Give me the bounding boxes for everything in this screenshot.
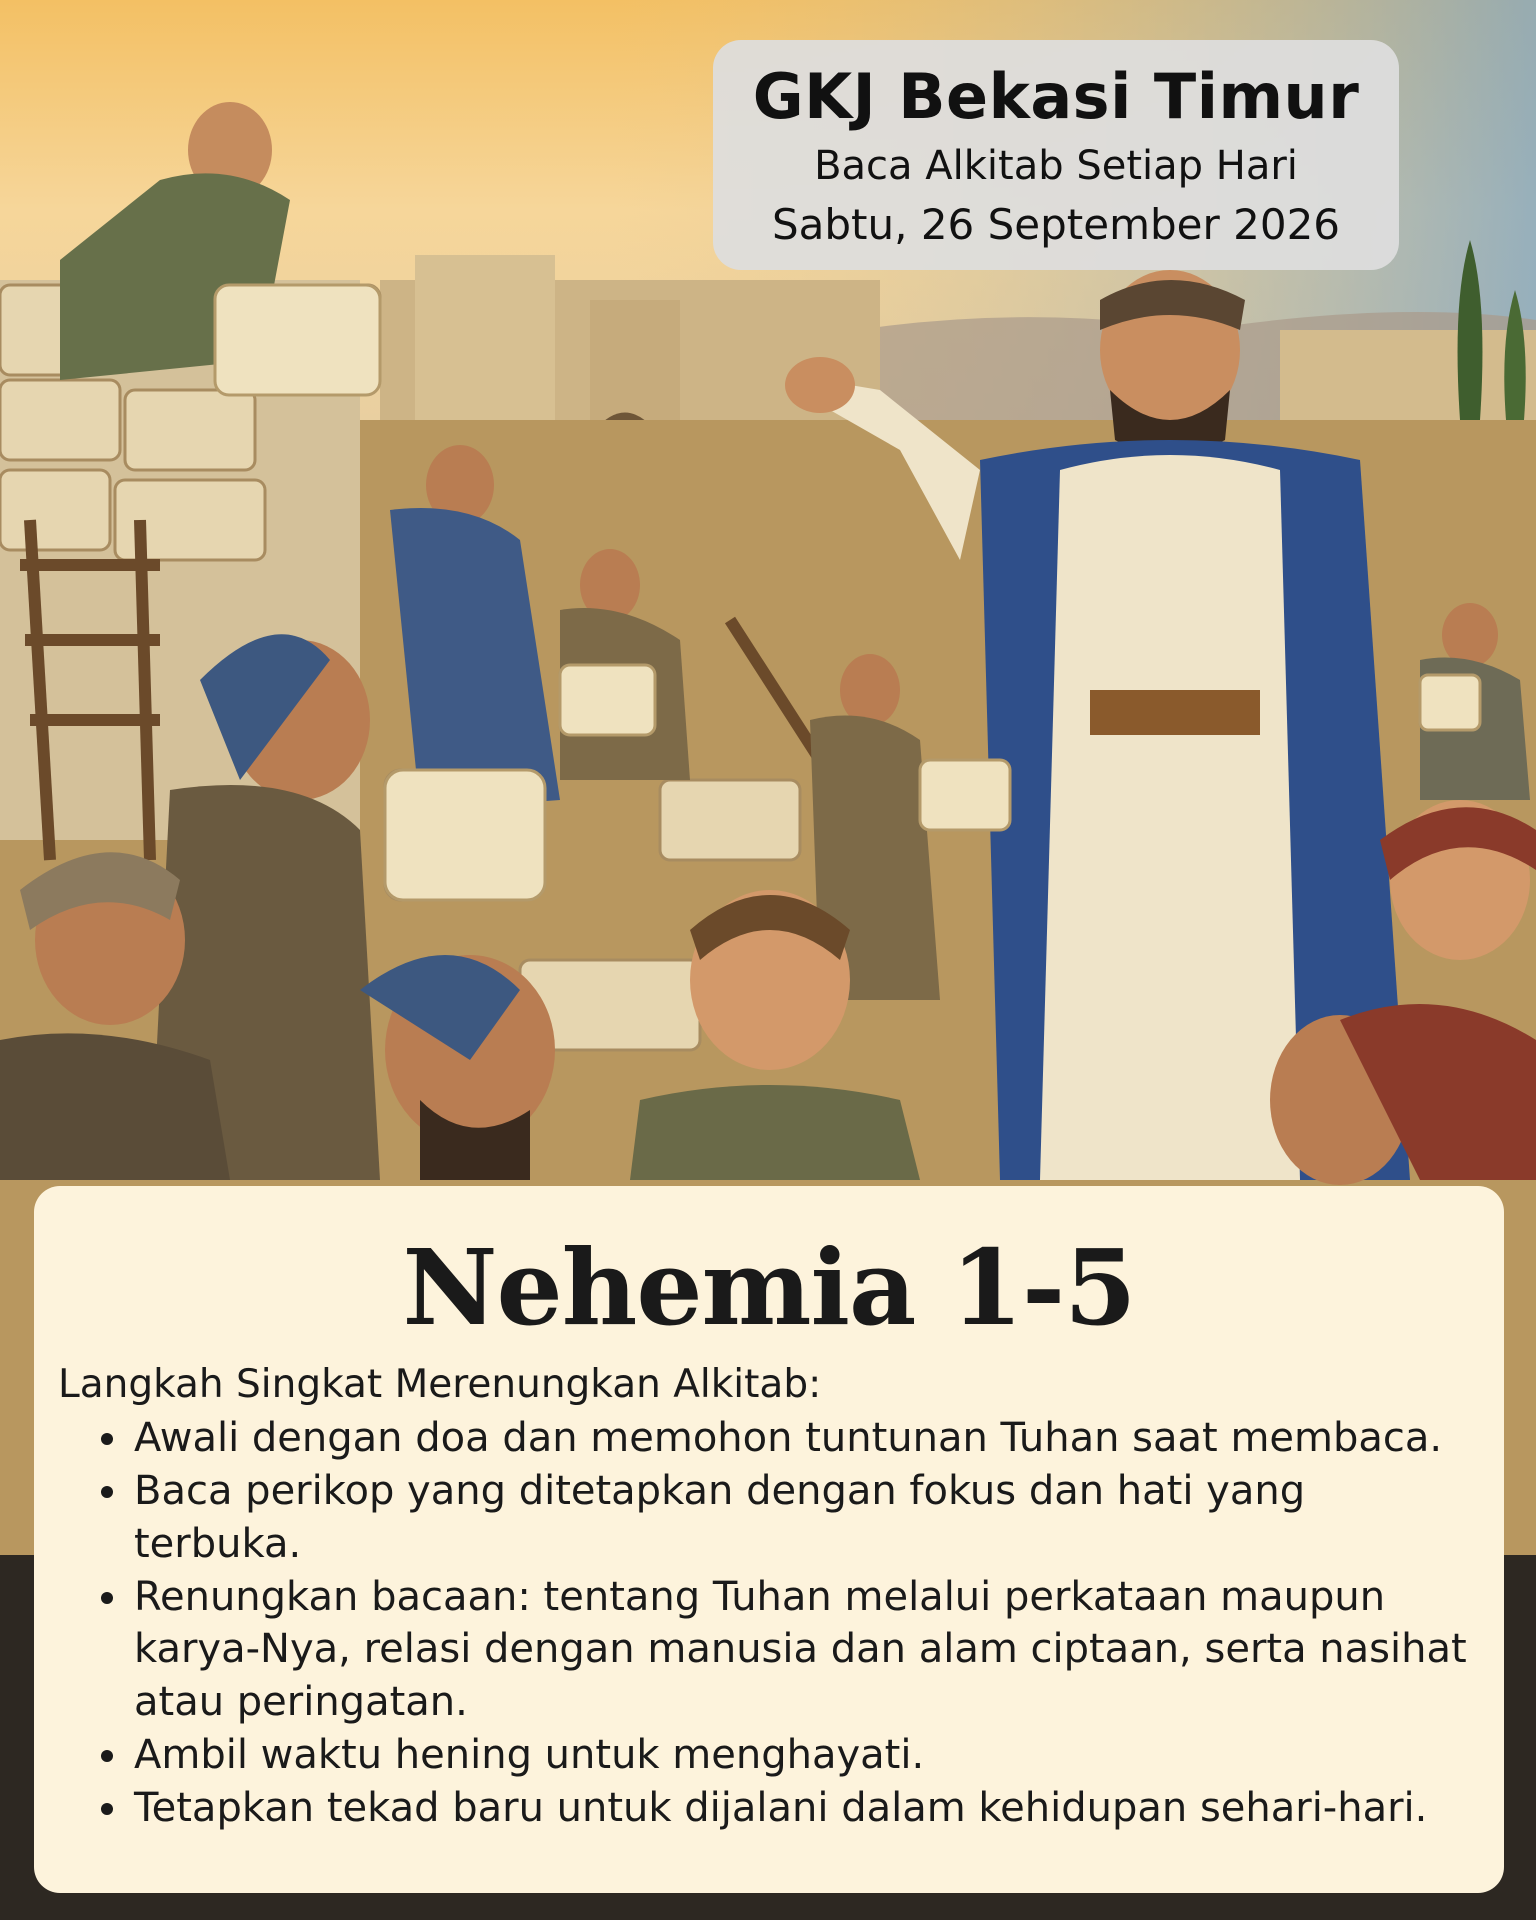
reading-date: Sabtu, 26 September 2026 bbox=[771, 200, 1341, 249]
header-card bbox=[713, 40, 1399, 270]
list-item: • Renungkan bacaan: tentang Tuhan melalui perkataan maupun karya-Nya, relasi dengan manusia dan alam ciptaan, serta nasihat atau peringatan. bbox=[132, 1571, 1480, 1729]
tagline: Baca Alkitab Setiap Hari bbox=[814, 143, 1298, 189]
list-item: • Ambil waktu hening untuk menghayati. bbox=[132, 1729, 1480, 1782]
steps-intro: Langkah Singkat Merenungkan Alkitab: bbox=[58, 1361, 822, 1407]
reading-card bbox=[34, 1186, 1504, 1893]
church-name: GKJ Bekasi Timur bbox=[752, 60, 1360, 133]
list-item: • Awali dengan doa dan memohon tuntunan Tuhan saat membaca. bbox=[132, 1412, 1480, 1465]
steps-list bbox=[58, 1412, 1480, 1834]
list-item: • Baca perikop yang ditetapkan dengan fokus dan hati yang terbuka. bbox=[132, 1465, 1480, 1571]
passage-title: Nehemia 1-5 bbox=[402, 1226, 1136, 1349]
list-item: • Tetapkan tekad baru untuk dijalani dalam kehidupan sehari-hari. bbox=[132, 1782, 1480, 1835]
